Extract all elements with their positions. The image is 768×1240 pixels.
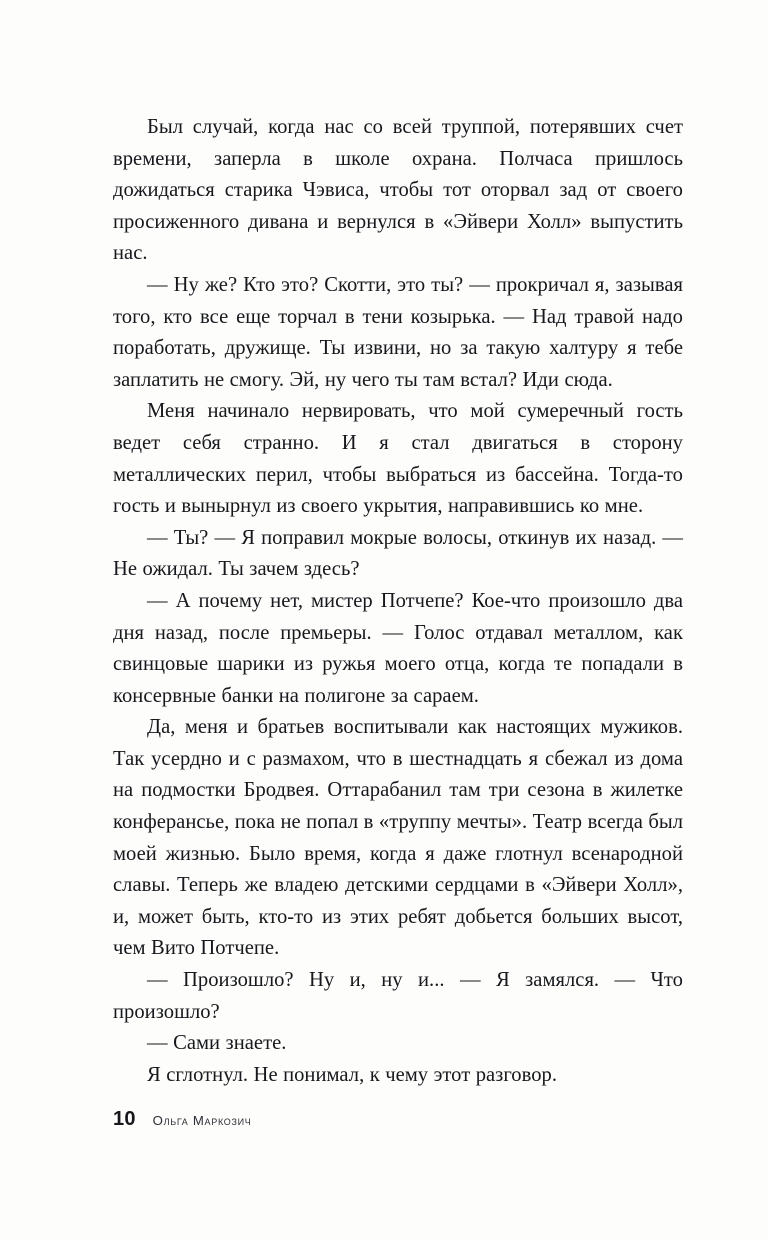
running-title: Ольга Маркозич <box>152 1113 252 1128</box>
body-text <box>113 112 683 1091</box>
page-number: 10 <box>113 1108 136 1130</box>
paragraph: Я сглотнул. Не понимал, к чему этот разговор. <box>147 1063 558 1086</box>
paragraph: Был случай, когда нас со всей труппой, потерявших счет времени, заперла в школе охрана. Полчаса пришлось дожидаться старика Чэвиса, чтобы тот оторвал зад от своего просиженного дивана и вернулся в «Эйвери Холл» выпустить нас. <box>113 116 683 265</box>
paragraph: — Ну же? Кто это? Скотти, это ты? — прокричал я, зазывая того, кто все еще торчал в тени козырька. — Над травой надо поработать, дружище. Ты извини, но за такую халтуру я тебе заплатить не смогу. Эй, ну чего ты там встал? Иди сюда. <box>113 273 683 391</box>
paragraph: Да, меня и братьев воспитывали как настоящих мужиков. Так усердно и с размахом, что в шестнадцать я сбежал из дома на подмостки Бродвея. Оттарабанил там три сезона в жилетке конферансье, пока не попал в «труппу мечты». Театр всегда был моей жизнью. Было время, когда я даже глотнул всенародной славы. Теперь же владею детскими сердцами в «Эйвери Холл», и, может быть, кто-то из этих ребят добьется больших высот, чем Вито Потчепе. <box>113 716 683 960</box>
paragraph: — А почему нет, мистер Потчепе? Кое-что произошло два дня назад, после премьеры. — Голос отдавал металлом, как свинцовые шарики из ружья моего отца, когда те попадали в консервные банки на полигоне за сараем. <box>113 589 683 707</box>
paragraph: — Произошло? Ну и, ну и... — Я замялся. — Что произошло? <box>113 969 683 1023</box>
paragraph: — Сами знаете. <box>147 1032 287 1055</box>
paragraph: Меня начинало нервировать, что мой сумеречный гость ведет себя странно. И я стал двигаться в сторону металлических перил, чтобы выбраться из бассейна. Тогда-то гость и вынырнул из своего укрытия, направившись ко мне. <box>113 400 683 518</box>
paragraph: — Ты? — Я поправил мокрые волосы, откинув их назад. — Не ожидал. Ты зачем здесь? <box>113 526 683 581</box>
page-footer <box>113 1108 683 1131</box>
